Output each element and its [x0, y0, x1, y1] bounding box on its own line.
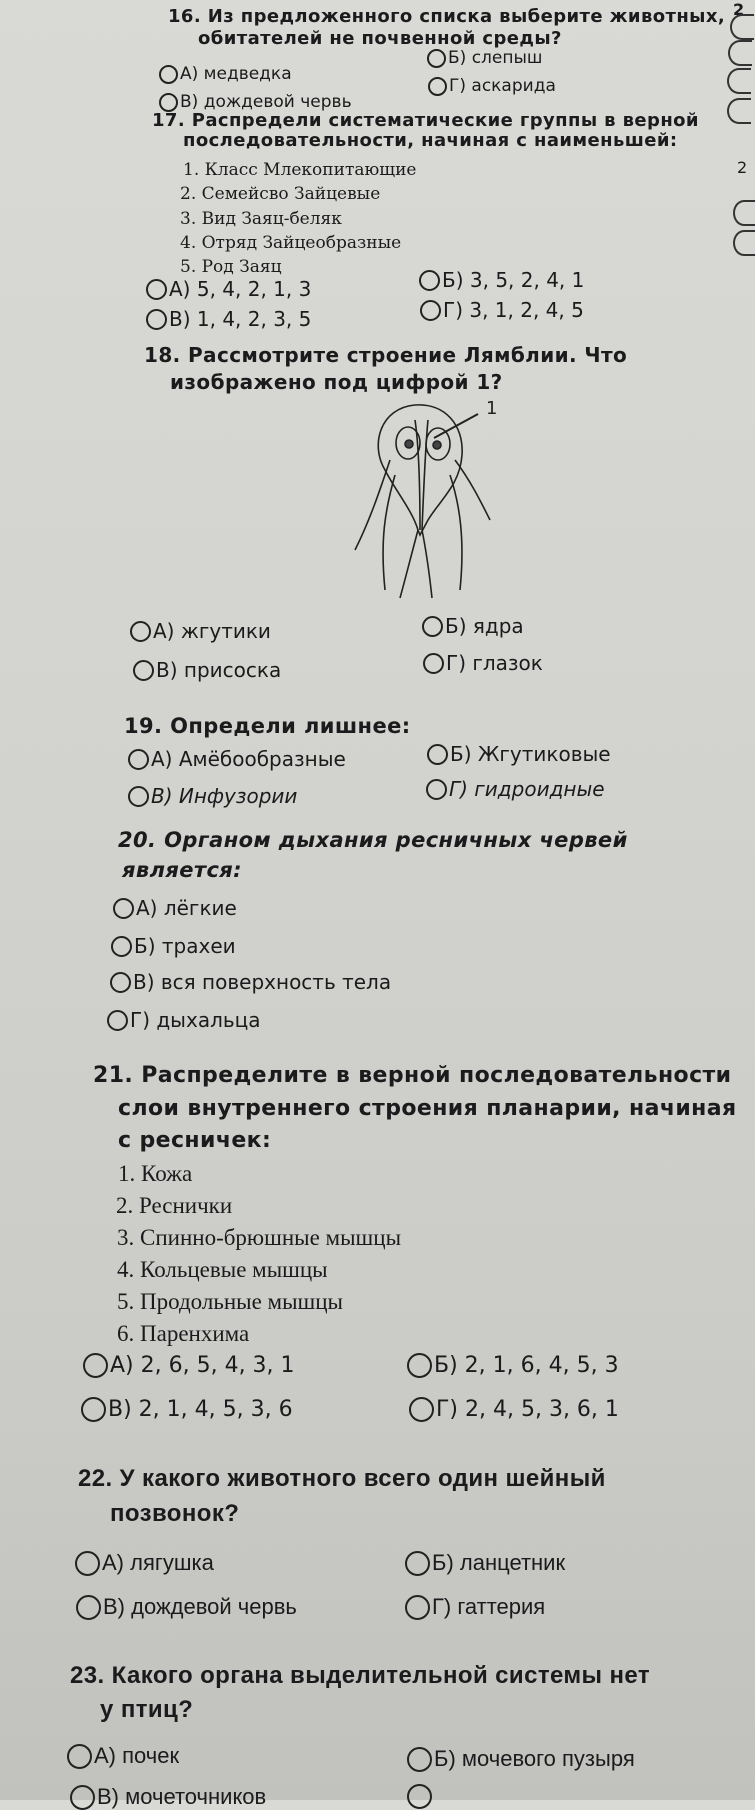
radio-circle[interactable] [133, 660, 154, 681]
radio-circle[interactable] [128, 786, 149, 807]
option-label: Г) дыхальца [130, 1008, 261, 1032]
radio-circle[interactable] [426, 779, 447, 800]
option-label: Г) гидроидные [449, 777, 605, 801]
radio-circle[interactable] [407, 1353, 432, 1378]
edge-circle [733, 200, 755, 226]
figure-label-1: 1 [486, 398, 498, 419]
option-label: Б) ланцетник [432, 1550, 566, 1575]
q22-option-d[interactable] [405, 1594, 545, 1620]
option-label: Б) ядра [445, 614, 524, 638]
radio-circle[interactable] [407, 1747, 432, 1772]
q23-option-c[interactable] [70, 1784, 266, 1810]
option-label: А) почек [94, 1743, 180, 1768]
radio-circle[interactable] [427, 49, 446, 68]
radio-circle[interactable] [427, 744, 448, 765]
q22-title-line1: 22. У какого животного всего один шейный [78, 1465, 606, 1492]
q16-option-b[interactable] [427, 48, 542, 68]
q23-title-line2: у птиц? [100, 1696, 194, 1723]
q23-option-b[interactable] [407, 1746, 635, 1772]
q16-option-a[interactable] [159, 64, 292, 84]
option-label: А) лёгкие [136, 896, 237, 920]
radio-circle[interactable] [422, 616, 443, 637]
option-label: А) жгутики [153, 619, 271, 643]
radio-circle[interactable] [130, 621, 151, 642]
option-label: В) Инфузории [151, 784, 298, 808]
q21-title-line1: 21. Распределите в верной последовательности [93, 1063, 732, 1088]
q19-option-b[interactable] [427, 742, 611, 766]
q16-title-line1: 16. Из предложенного списка выберите животных, [168, 6, 726, 27]
q19-option-a[interactable] [128, 747, 346, 771]
q17-option-c[interactable] [146, 307, 311, 331]
edge-circle [728, 40, 752, 66]
option-label: А) Амёбообразные [151, 747, 346, 771]
q18-option-d[interactable] [423, 651, 543, 675]
q17-title-line2: последовательности, начиная с наименьшей: [183, 130, 678, 151]
radio-circle[interactable] [146, 309, 167, 330]
q18-title-line1: 18. Рассмотрите строение Лямблии. Что [144, 343, 628, 367]
radio-circle[interactable] [111, 936, 132, 957]
option-label: Г) гаттерия [432, 1594, 546, 1619]
q21-option-a[interactable] [83, 1353, 295, 1378]
radio-circle[interactable] [405, 1551, 430, 1576]
q21-option-b[interactable] [407, 1353, 619, 1378]
q18-option-c[interactable] [133, 658, 281, 682]
q20-option-b[interactable] [111, 934, 236, 958]
q17-item-4: 4. Отряд Зайцеобразные [180, 233, 402, 253]
radio-circle[interactable] [76, 1595, 101, 1620]
option-label: Б) трахеи [134, 934, 236, 958]
radio-circle[interactable] [81, 1397, 106, 1422]
q18-title-line2: изображено под цифрой 1? [170, 370, 503, 394]
q20-option-d[interactable] [107, 1008, 261, 1032]
q23-option-a[interactable] [67, 1743, 179, 1769]
q20-title-line1: 20. Органом дыхания ресничных червей [118, 828, 628, 852]
q21-item-3: 3. Спинно-брюшные мышцы [117, 1225, 402, 1250]
option-label: В) мочеточников [97, 1784, 267, 1809]
q17-option-d[interactable] [420, 298, 584, 322]
q21-item-1: 1. Кожа [118, 1161, 193, 1186]
q21-item-4: 4. Кольцевые мышцы [117, 1257, 328, 1282]
q21-item-5: 5. Продольные мышцы [117, 1289, 344, 1314]
option-label: Б) Жгутиковые [450, 742, 611, 766]
q17-item-1: 1. Класс Млекопитающие [183, 160, 417, 180]
q17-item-3: 3. Вид Заяц-беляк [180, 209, 342, 229]
edge-circle [733, 230, 755, 256]
q21-option-c[interactable] [81, 1397, 293, 1422]
q16-title-line2: обитателей не почвенной среды? [198, 28, 562, 49]
radio-circle[interactable] [405, 1595, 430, 1620]
option-label: Б) 3, 5, 2, 4, 1 [442, 268, 585, 292]
q22-option-a[interactable] [75, 1550, 214, 1576]
option-label: А) 5, 4, 2, 1, 3 [169, 277, 312, 301]
q23-option-d-partial[interactable] [407, 1784, 434, 1809]
option-label: Б) слепыш [448, 48, 543, 68]
q17-option-b[interactable] [419, 268, 584, 292]
q17-title-line1: 17. Распредели систематические группы в верной [152, 110, 699, 131]
radio-circle[interactable] [107, 1010, 128, 1031]
q21-title-line2: слои внутреннего строения планарии, начиная [118, 1096, 737, 1121]
q22-option-c[interactable] [76, 1594, 297, 1620]
giardia-figure [350, 400, 530, 600]
radio-circle[interactable] [113, 898, 134, 919]
q21-item-6: 6. Паренхима [117, 1321, 250, 1346]
q18-option-a[interactable] [130, 619, 271, 643]
edge-circle [727, 68, 751, 94]
q17-item-2: 2. Семейсво Зайцевые [180, 184, 381, 204]
option-label: В) 1, 4, 2, 3, 5 [169, 307, 312, 331]
q20-option-c[interactable] [110, 970, 391, 994]
radio-circle[interactable] [67, 1744, 92, 1769]
radio-circle[interactable] [83, 1353, 108, 1378]
option-label: Г) аскарида [449, 76, 556, 96]
radio-circle[interactable] [419, 270, 440, 291]
q20-title-line2: является: [122, 858, 242, 882]
radio-circle[interactable] [70, 1785, 95, 1810]
radio-circle[interactable] [409, 1397, 434, 1422]
q16-option-c[interactable] [159, 92, 352, 112]
q17-item-5: 5. Род Заяц [180, 257, 282, 277]
option-label: В) присоска [156, 658, 282, 682]
edge-circle [730, 14, 754, 40]
edge-digit-mid: 2 [737, 158, 748, 177]
edge-digit-top: 2 [733, 0, 745, 19]
q21-option-d[interactable] [409, 1397, 619, 1422]
radio-circle[interactable] [75, 1551, 100, 1576]
q20-option-a[interactable] [113, 896, 237, 920]
q19-option-d[interactable] [426, 777, 605, 801]
option-label: Б) мочевого пузыря [434, 1746, 635, 1771]
q21-title-line3: с ресничек: [118, 1128, 272, 1153]
q23-title-line1: 23. Какого органа выделительной системы нет [70, 1662, 651, 1689]
radio-circle[interactable] [128, 749, 149, 770]
option-label: В) вся поверхность тела [133, 970, 392, 994]
edge-circle [727, 98, 751, 124]
radio-circle[interactable] [423, 653, 444, 674]
radio-circle[interactable] [420, 300, 441, 321]
option-label: Б) 2, 1, 6, 4, 5, 3 [434, 1353, 619, 1378]
q19-title: 19. Определи лишнее: [124, 714, 411, 738]
q21-item-2: 2. Реснички [116, 1193, 233, 1218]
q16-option-d[interactable] [428, 76, 556, 96]
option-label: А) 2, 6, 5, 4, 3, 1 [110, 1353, 295, 1378]
radio-circle[interactable] [428, 77, 447, 96]
option-label: В) 2, 1, 4, 5, 3, 6 [108, 1397, 293, 1422]
q19-option-c[interactable] [128, 784, 297, 808]
q22-title-line2: позвонок? [110, 1500, 240, 1527]
option-label: А) медведка [180, 64, 292, 84]
option-label: В) дождевой червь [180, 92, 352, 112]
radio-circle[interactable] [159, 93, 178, 112]
radio-circle[interactable] [110, 972, 131, 993]
q17-option-a[interactable] [146, 277, 311, 301]
label-pointer-line [434, 414, 478, 438]
option-label: Г) 2, 4, 5, 3, 6, 1 [436, 1397, 619, 1422]
radio-circle[interactable] [159, 65, 178, 84]
option-label: В) дождевой червь [103, 1594, 297, 1619]
option-label: А) лягушка [102, 1550, 214, 1575]
q18-option-b[interactable] [422, 614, 524, 638]
option-label: Г) глазок [446, 651, 543, 675]
q22-option-b[interactable] [405, 1550, 565, 1576]
radio-circle[interactable] [407, 1784, 432, 1809]
option-label: Г) 3, 1, 2, 4, 5 [443, 298, 584, 322]
radio-circle[interactable] [146, 279, 167, 300]
